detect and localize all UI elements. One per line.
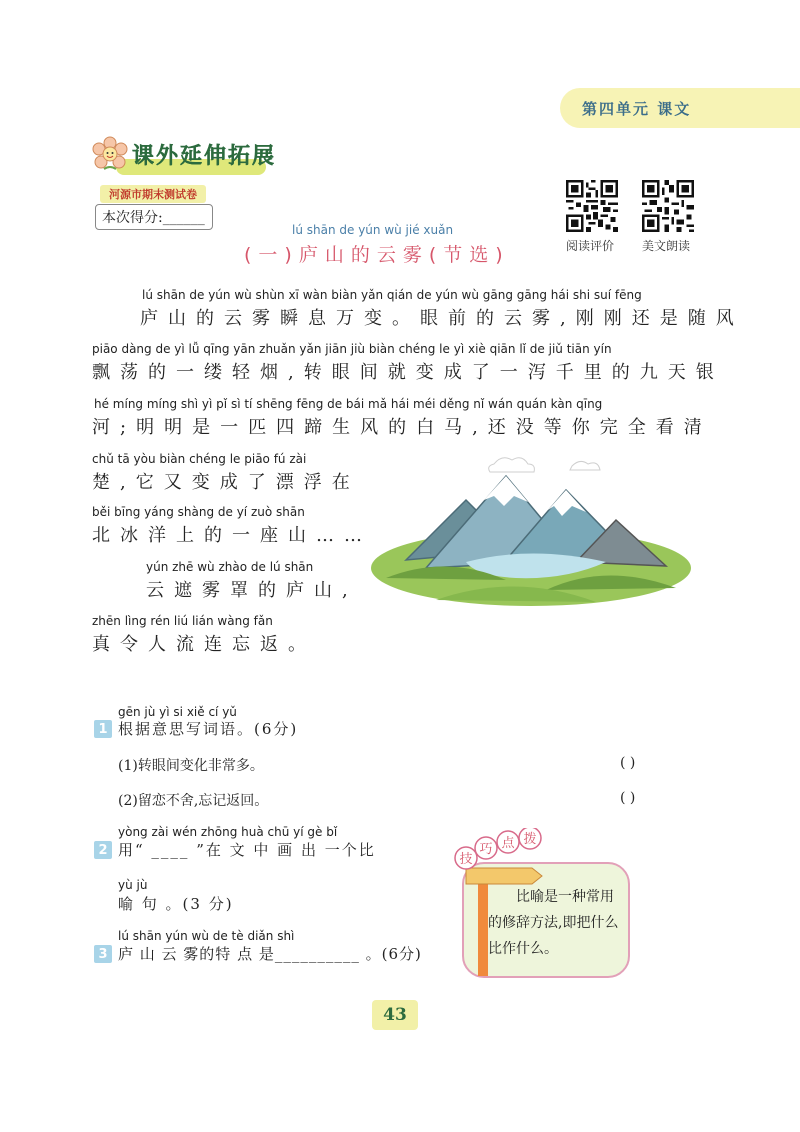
section-header: [90, 135, 290, 179]
q1-pinyin: gēn jù yì si xiě cí yǔ: [118, 705, 237, 719]
tip-tag-char-3: 点: [501, 836, 515, 851]
tip-tag-char-4: 拨: [523, 832, 537, 847]
pinyin-row-7: zhēn lìng rén liú lián wàng fǎn: [92, 614, 273, 628]
pinyin-row-2: piāo dàng de yì lǚ qīng yān zhuǎn yǎn jiān jiù biàn chéng le yì xiè qiān lǐ de jiǔ tiān yín: [92, 342, 612, 356]
pinyin-row-4: chǔ tā yòu biàn chéng le piāo fú zài: [92, 452, 307, 466]
pinyin-row-3: hé míng míng shì yì pǐ sì tí shēng fēng de bái mǎ hái méi děng nǐ wán quán kàn qīng: [94, 397, 603, 411]
pinyin-row-5: běi bīng yáng shàng de yí zuò shān: [92, 505, 305, 519]
unit-tab: [560, 88, 800, 128]
qr-code-reading[interactable]: [566, 180, 618, 232]
q1-answer-1[interactable]: ( ): [620, 755, 636, 771]
q2-pinyin: yòng zài wén zhōng huà chū yí gè bǐ: [118, 825, 338, 839]
section-title: 课外延伸拓展: [132, 144, 277, 169]
q2-prompt: 用“ ____ ”在 文 中 画 出 一个比: [118, 841, 376, 859]
text-row-6: 云遮雾罩的庐山,: [146, 580, 358, 601]
q1-prompt: 根据意思写词语。(6分): [118, 720, 299, 738]
tip-tag-char-1: 技: [459, 852, 473, 867]
page-number: 43: [372, 1000, 418, 1030]
q1-answer-2[interactable]: ( ): [620, 790, 636, 806]
q2-number-badge: 2: [94, 841, 112, 859]
text-row-4: 楚,它又变成了漂浮在: [92, 472, 360, 493]
q3-prompt: 庐 山 云 雾的特 点 是__________ 。(6分): [118, 945, 422, 963]
tip-sign-icon: [452, 828, 552, 978]
text-row-7: 真令人流连忘返。: [92, 634, 316, 655]
q3-number-badge: 3: [94, 945, 112, 963]
qr-label-reading: 阅读评价: [566, 239, 615, 253]
qr-label-recitation: 美文朗读: [642, 239, 691, 253]
tip-tag-char-2: 巧: [479, 842, 493, 857]
q3-pinyin: lú shān yún wù de tè diǎn shì: [118, 929, 295, 943]
pinyin-row-1: lú shān de yún wù shùn xī wàn biàn yǎn qián de yún wù gāng gāng hái shi suí fēng: [142, 288, 642, 302]
score-field[interactable]: 本次得分:______: [95, 204, 213, 230]
exam-source-badge: 河源市期末测试卷: [100, 185, 206, 203]
text-row-2: 飘荡的一缕轻烟,转眼间就变成了一泻千里的九天银: [92, 362, 724, 383]
qr-code-recitation[interactable]: [642, 180, 694, 232]
unit-label: 第四单元 课文: [582, 99, 692, 118]
pinyin-row-6: yún zhē wù zhào de lú shān: [146, 560, 314, 574]
tip-body: 比喻是一种常用的修辞方法,即把什么比作什么。: [488, 889, 619, 957]
passage-title: (一)庐山的云雾(节选): [244, 244, 510, 266]
q1-number-badge: 1: [94, 720, 112, 738]
q2-pinyin-2: yù jù: [118, 878, 148, 892]
flower-icon: [90, 135, 130, 175]
title-pinyin: lú shān de yún wù jié xuǎn: [292, 223, 454, 237]
lushan-mountain-illustration: [366, 450, 701, 610]
q1-item-2: (2)留恋不舍,忘记返回。: [118, 793, 269, 809]
text-row-5: 北冰洋上的一座山……: [92, 525, 372, 546]
text-row-3: 河;明明是一匹四蹄生风的白马,还没等你完全看清: [92, 417, 712, 438]
q2-prompt-2: 喻 句 。(3 分): [118, 895, 234, 913]
q1-item-1: (1)转眼间变化非常多。: [118, 758, 264, 774]
text-row-1: 庐山的云雾瞬息万变。眼前的云雾,刚刚还是随风: [140, 308, 744, 329]
